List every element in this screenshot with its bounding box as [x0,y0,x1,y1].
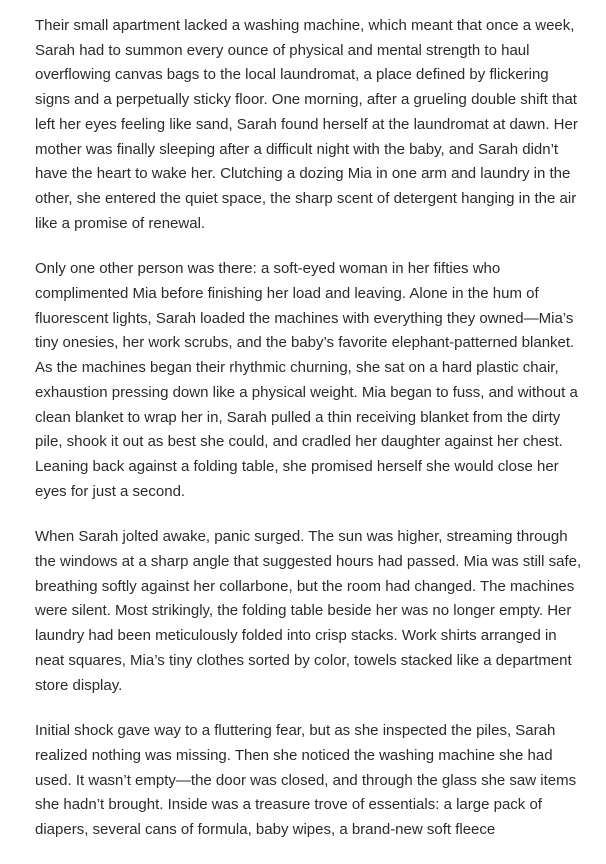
paragraph-3: When Sarah jolted awake, panic surged. The sun was higher, streaming through the windows at a sharp angle that suggested hours had passed. Mia was still safe, breathing softly against her collarbone, but the room had changed. The machines were silent. Most strikingly, the folding table beside her was no longer empty. Her laundry had been meticulously folded into crisp stacks. Work shirts arranged in neat squares, Mia’s tiny clothes sorted by color, towels stacked like a department store display. [35,528,582,694]
paragraph-4: Initial shock gave way to a fluttering fear, but as she inspected the piles, Sarah realized nothing was missing. Then she noticed the washing machine she had used. It wasn’t empty—the door was closed, and through the glass she saw items she hadn’t brought. Inside was a treasure trove of essentials: a large pack of diapers, several cans of formula, baby wipes, a brand-new soft fleece [35,722,577,839]
story-text [35,14,583,864]
paragraph-2: Only one other person was there: a soft-eyed woman in her fifties who complimented Mia before finishing her load and leaving. Alone in the hum of fluorescent lights, Sarah loaded the machines with everything they owned—Mia’s tiny onesies, her work scrubs, and the baby’s favorite elephant-patterned blanket. As the machines began their rhythmic churning, she sat on a hard plastic chair, exhaustion pressing down like a physical weight. Mia began to fuss, and without a clean blanket to wrap her in, Sarah pulled a thin receiving blanket from the dirty pile, shook it out as best she could, and cradled her daughter against her chest. Leaning back against a folding table, she promised herself she would close her eyes for just a second. [35,260,578,500]
paragraph-1: Their small apartment lacked a washing machine, which meant that once a week, Sarah had to summon every ounce of physical and mental strength to haul overflowing canvas bags to the local laundromat, a place defined by flickering signs and a perpetually sticky floor. One morning, after a grueling double shift that left her eyes feeling like sand, Sarah found herself at the laundromat at dawn. Her mother was finally sleeping after a difficult night with the baby, and Sarah didn’t have the heart to wake her. Clutching a dozing Mia in one arm and laundry in the other, she entered the quiet space, the sharp scent of detergent hanging in the air like a promise of renewal. [35,17,578,232]
